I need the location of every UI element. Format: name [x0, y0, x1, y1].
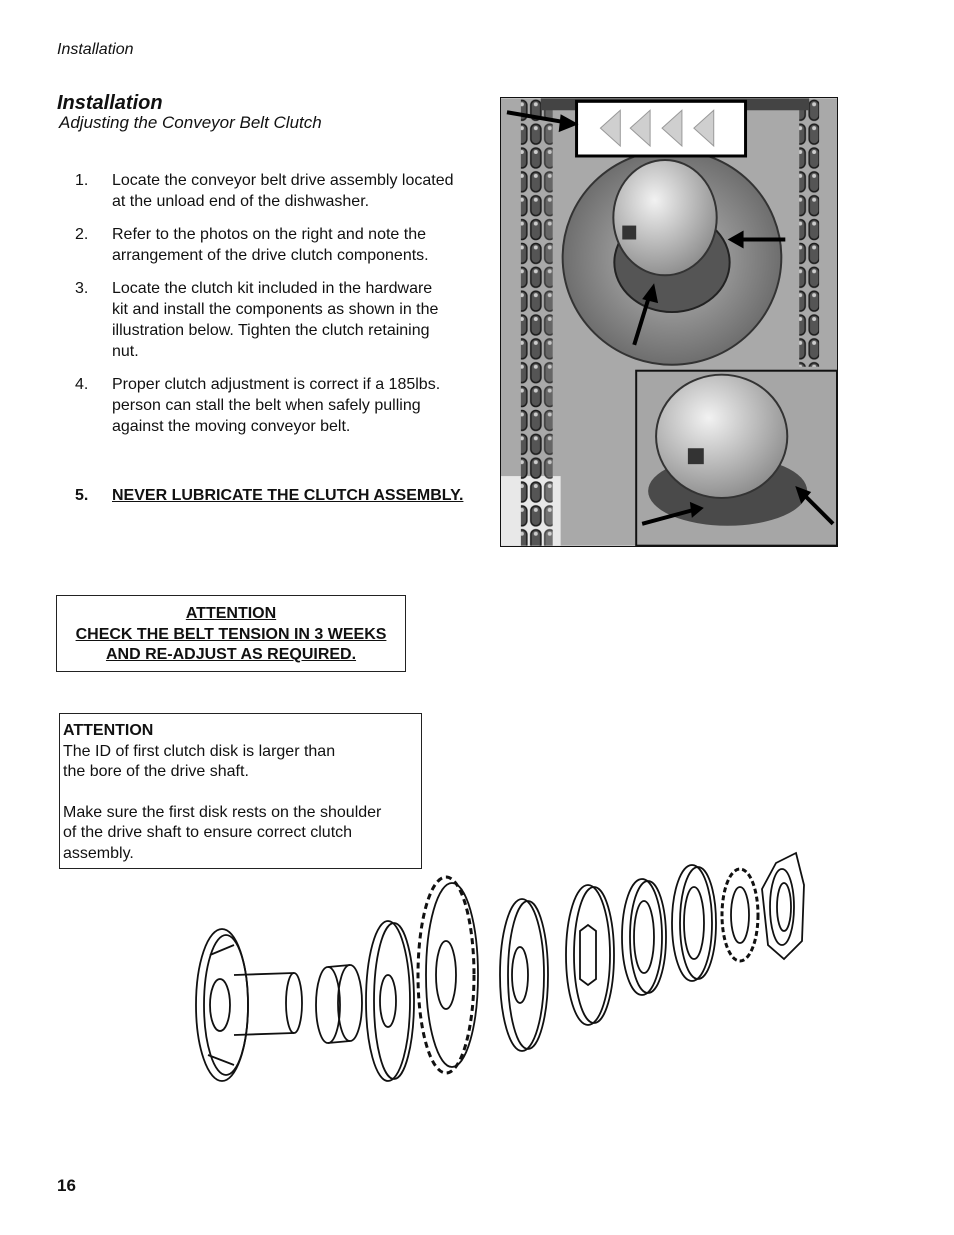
step-line: Locate the conveyor belt drive assembly located	[112, 172, 454, 189]
step-line: illustration below. Tighten the clutch retaining	[112, 322, 430, 339]
step-line: nut.	[112, 343, 139, 360]
step-line: person can stall the belt when safely pulling	[112, 397, 421, 414]
instruction-steps	[75, 170, 495, 449]
clutch-disk-3	[622, 879, 666, 995]
page-number: 16	[57, 1176, 76, 1195]
bushing	[316, 965, 362, 1043]
step-4	[75, 374, 495, 437]
step-5-warning	[75, 487, 463, 505]
step-text	[112, 224, 495, 266]
clutch-disk-4	[672, 865, 716, 981]
step-line: Locate the clutch kit included in the hardware	[112, 280, 433, 297]
attention-heading: ATTENTION	[185, 605, 277, 622]
attention-line: of the drive shaft to ensure correct clutch	[63, 824, 353, 841]
sprocket	[418, 877, 478, 1073]
clutch-assembly-photo	[500, 97, 838, 547]
retaining-nut	[762, 853, 804, 959]
step-number: 5.	[75, 487, 89, 504]
step-number: 3.	[75, 280, 89, 297]
attention-line: Make sure the first disk rests on the shoulder	[63, 803, 382, 821]
attention-heading: ATTENTION	[63, 722, 154, 739]
attention-line: The ID of first clutch disk is larger than	[63, 742, 336, 760]
step-text	[112, 278, 495, 362]
flanged-hub	[196, 929, 302, 1081]
attention-line: CHECK THE BELT TENSION IN 3 WEEKS	[75, 625, 387, 643]
step-3	[75, 278, 495, 362]
section-title: Installation	[57, 92, 163, 114]
step-number: 2.	[75, 226, 89, 243]
step-line: against the moving conveyor belt.	[112, 418, 351, 435]
attention-line: AND RE-ADJUST AS REQUIRED.	[105, 646, 357, 663]
step-text	[112, 374, 495, 437]
step-line: Proper clutch adjustment is correct if a 185lbs.	[112, 376, 441, 393]
step-text	[112, 170, 495, 212]
step-number: 1.	[75, 172, 89, 189]
running-head: Installation	[57, 41, 134, 58]
clutch-disk-1	[366, 921, 414, 1081]
section-subtitle: Adjusting the Conveyor Belt Clutch	[59, 113, 322, 132]
clutch-disk-2	[500, 899, 548, 1051]
step-line: arrangement of the drive clutch components.	[112, 247, 429, 264]
attention-box-belt-tension	[56, 595, 406, 672]
attention-line: the bore of the drive shaft.	[63, 763, 249, 780]
step-line: at the unload end of the dishwasher.	[112, 193, 370, 210]
lock-washer	[722, 869, 758, 961]
step-number: 4.	[75, 376, 89, 393]
step-2	[75, 224, 495, 266]
keyed-disk	[566, 885, 614, 1025]
clutch-exploded-diagram	[190, 845, 820, 1085]
attention-line: assembly.	[63, 844, 134, 862]
warning-text: NEVER LUBRICATE THE CLUTCH ASSEMBLY.	[112, 487, 464, 504]
step-1	[75, 170, 495, 212]
step-line: Refer to the photos on the right and note the	[112, 226, 426, 243]
step-line: kit and install the components as shown in the	[112, 301, 439, 318]
